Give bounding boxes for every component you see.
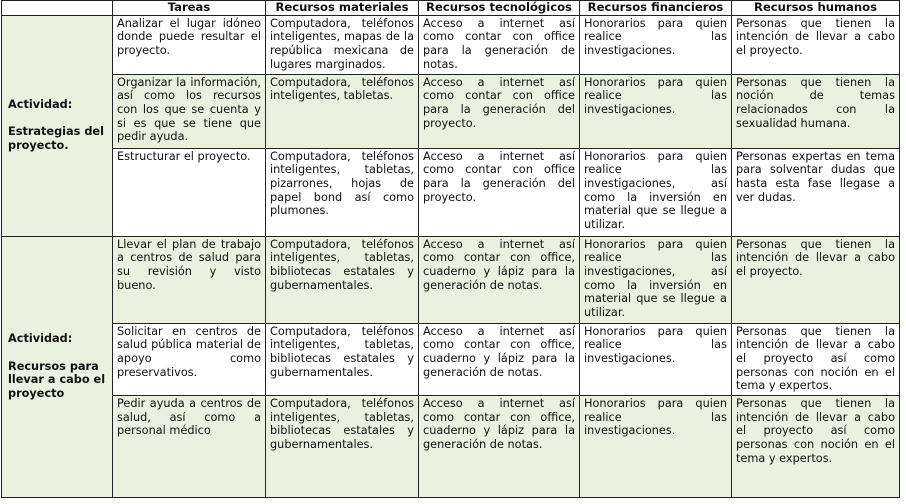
table-row: [2, 15, 900, 74]
cell-humanos: Personas que tienen la noción de temas relacionados con la sexualidad humana.: [732, 74, 900, 148]
resource-table: [1, 0, 900, 498]
cell-financieros: Honorarios para quien realice las investigaciones.: [580, 323, 732, 396]
cell-tecnologicos: Acceso a internet así como contar con office para la generación del proyecto.: [419, 74, 580, 148]
cell-tarea: Organizar la información, así como los recursos con los que se cuenta y si es que se tiene que pedir ayuda.: [113, 74, 266, 148]
cell-tecnologicos: Acceso a internet así como contar con office, cuaderno y lápiz para la generación de notas.: [419, 396, 580, 498]
cell-tarea: Analizar el lugar idóneo donde puede resultar el proyecto.: [113, 15, 266, 74]
cell-financieros: Honorarios para quien realice las investigaciones.: [580, 15, 732, 74]
cell-tarea: Solicitar en centros de salud pública material de apoyo como preservativos.: [113, 323, 266, 396]
header-recursos-financieros: Recursos financieros: [580, 1, 732, 16]
cell-financieros: Honorarios para quien realice las investigaciones.: [580, 74, 732, 148]
cell-materiales: Computadora, teléfonos inteligentes, mapas de la república mexicana de lugares marginados.: [266, 15, 419, 74]
table-row: [2, 74, 900, 148]
activity-label-cell: [2, 236, 113, 498]
cell-materiales: Computadora, teléfonos inteligentes, tabletas, bibliotecas estatales y gubernamentales.: [266, 396, 419, 498]
cell-tecnologicos: Acceso a internet así como contar con office para la generación de notas.: [419, 15, 580, 74]
header-activity: [2, 1, 113, 16]
activity-label-heading: Actividad:: [8, 331, 73, 345]
cell-humanos: Personas que tienen la intención de llevar a cabo el proyecto así como personas con noción en el tema y expertos.: [732, 323, 900, 396]
header-row: [2, 1, 900, 16]
cell-humanos: Personas que tienen la intención de llevar a cabo el proyecto así como personas con noción en el tema y expertos.: [732, 396, 900, 498]
activity-label-heading: Actividad:: [8, 97, 73, 111]
activity-label-cell: [2, 15, 113, 236]
cell-materiales: Computadora, teléfonos inteligentes, tabletas, bibliotecas estatales y gubernamentales.: [266, 236, 419, 323]
cell-financieros: Honorarios para quien realice las investigaciones, así como la inversión en material que se llegue a utilizar.: [580, 148, 732, 236]
cell-financieros: Honorarios para quien realice las investigaciones, así como la inversión en material que se llegue a utilizar.: [580, 236, 732, 323]
cell-tecnologicos: Acceso a internet así como contar con office, cuaderno y lápiz para la generación de notas.: [419, 323, 580, 396]
table-row: [2, 323, 900, 396]
cell-tarea: Pedir ayuda a centros de salud, así como a personal médico: [113, 396, 266, 498]
cell-materiales: Computadora, teléfonos inteligentes, tabletas, bibliotecas estatales y gubernamentales.: [266, 323, 419, 396]
resource-table-container: [1, 0, 900, 498]
table-row: [2, 236, 900, 323]
header-recursos-humanos: Recursos humanos: [732, 1, 900, 16]
cell-humanos: Personas expertas en tema para solventar dudas que hasta esta fase llegase a ver dudas.: [732, 148, 900, 236]
cell-tecnologicos: Acceso a internet así como contar con office, cuaderno y lápiz para la generación de notas.: [419, 236, 580, 323]
cell-humanos: Personas que tienen la intención de llevar a cabo el proyecto.: [732, 15, 900, 74]
header-recursos-materiales: Recursos materiales: [266, 1, 419, 16]
cell-tarea: Estructurar el proyecto.: [113, 148, 266, 236]
header-tareas: Tareas: [113, 1, 266, 16]
header-recursos-tecnologicos: Recursos tecnológicos: [419, 1, 580, 16]
cell-tarea: Llevar el plan de trabajo a centros de salud para su revisión y visto bueno.: [113, 236, 266, 323]
activity-label-name: Recursos para llevar a cabo el proyecto: [8, 359, 106, 400]
activity-label-name: Estrategias del proyecto.: [8, 125, 104, 152]
cell-materiales: Computadora, teléfonos inteligentes, tabletas.: [266, 74, 419, 148]
table-row: [2, 396, 900, 498]
cell-humanos: Personas que tienen la intención de llevar a cabo el proyecto.: [732, 236, 900, 323]
cell-financieros: Honorarios para quien realice las investigaciones.: [580, 396, 732, 498]
cell-materiales: Computadora, teléfonos inteligentes, tabletas, pizarrones, hojas de papel bond así como plumones.: [266, 148, 419, 236]
table-row: [2, 148, 900, 236]
cell-tecnologicos: Acceso a internet así como contar con office para la generación del proyecto.: [419, 148, 580, 236]
